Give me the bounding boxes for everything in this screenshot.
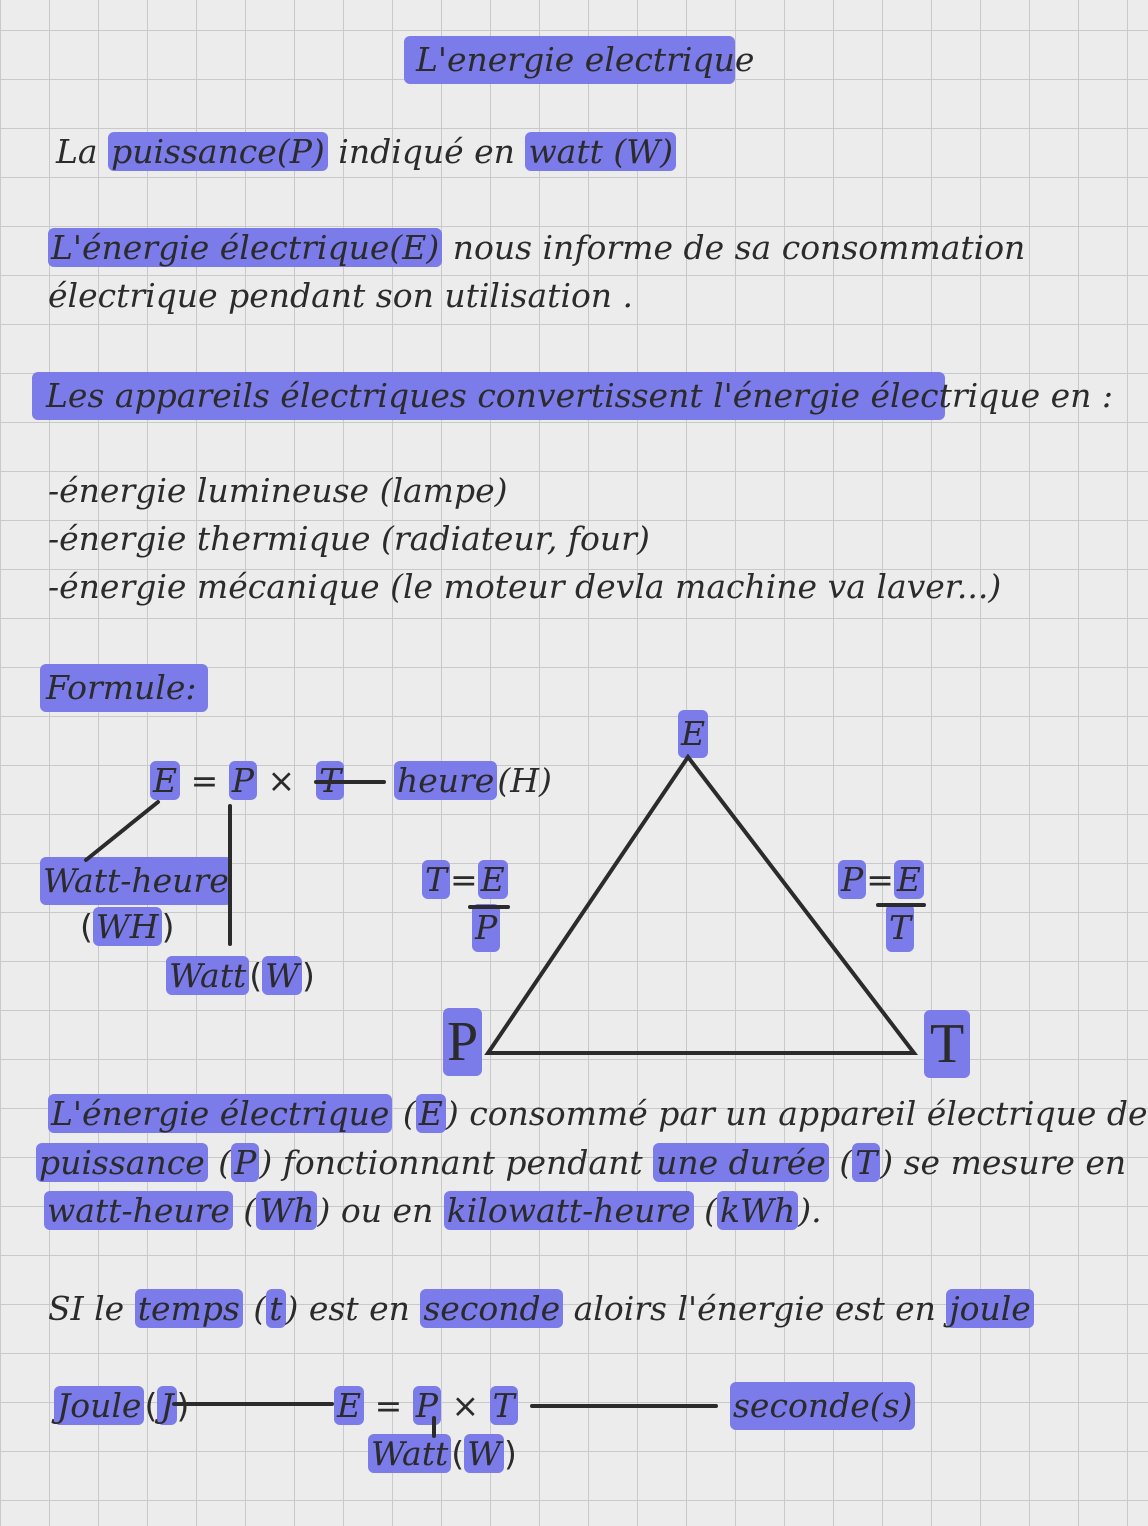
formula-p: P=E (838, 856, 924, 904)
paragraph-line: L'énergie électrique (E) consommé par un appareil électrique de (48, 1090, 1148, 1138)
formula-joule: E = P × T (334, 1382, 518, 1430)
term-puissance: puissance(P) (108, 132, 328, 171)
formula-label: Formule: (40, 664, 208, 712)
triangle-left-p: P (443, 1008, 482, 1076)
formula-p-den: T (886, 904, 914, 952)
term-watt: watt (W) (525, 132, 676, 171)
page-title: L'energie electrique (404, 36, 735, 84)
energy-definition: L'énergie électrique(E) nous informe de sa consommation (48, 224, 1025, 272)
triangle-shape (488, 757, 914, 1053)
symbol-t: T (316, 761, 344, 800)
energy-definition-cont: électrique pendant son utilisation . (48, 276, 634, 315)
formula-t-den: P (472, 904, 500, 952)
paragraph-line: puissance (P) fonctionnant pendant une durée (T) se mesure en (36, 1139, 1126, 1187)
unit-joule: Joule(J) (54, 1382, 189, 1430)
unit-watt: Watt(W) (166, 952, 315, 1000)
formula-energy: E = P × T (150, 757, 344, 805)
list-item: -énergie thermique (radiateur, four) (48, 519, 650, 558)
si-sentence: SI le temps (t) est en seconde aloirs l'énergie est en joule (48, 1285, 1034, 1333)
conversion-heading: Les appareils électriques convertissent l'énergie électrique en : (32, 372, 945, 420)
list-item: -énergie mécanique (le moteur devla machine va laver...) (48, 567, 1002, 606)
line-to-watt-heure (86, 802, 158, 860)
unit-watt-2: Watt(W) (368, 1430, 517, 1478)
symbol-e: E (150, 761, 180, 800)
unit-wh: (WH) (80, 907, 175, 946)
term-energie-electrique: L'énergie électrique(E) (48, 228, 442, 267)
paragraph-line: watt-heure (Wh) ou en kilowatt-heure (kWh). (44, 1187, 822, 1235)
formula-t: T=E (422, 856, 508, 904)
unit-seconde: seconde(s) (730, 1382, 915, 1430)
unit-heure: heure(H) (394, 757, 552, 805)
list-item: -énergie lumineuse (lampe) (48, 471, 508, 510)
unit-watt-heure: Watt-heure (40, 857, 232, 905)
power-definition: La puissance(P) indiqué en watt (W) (56, 128, 676, 176)
triangle-top-e: E (678, 710, 708, 758)
triangle-right-t: T (924, 1010, 970, 1078)
symbol-p: P (229, 761, 257, 800)
